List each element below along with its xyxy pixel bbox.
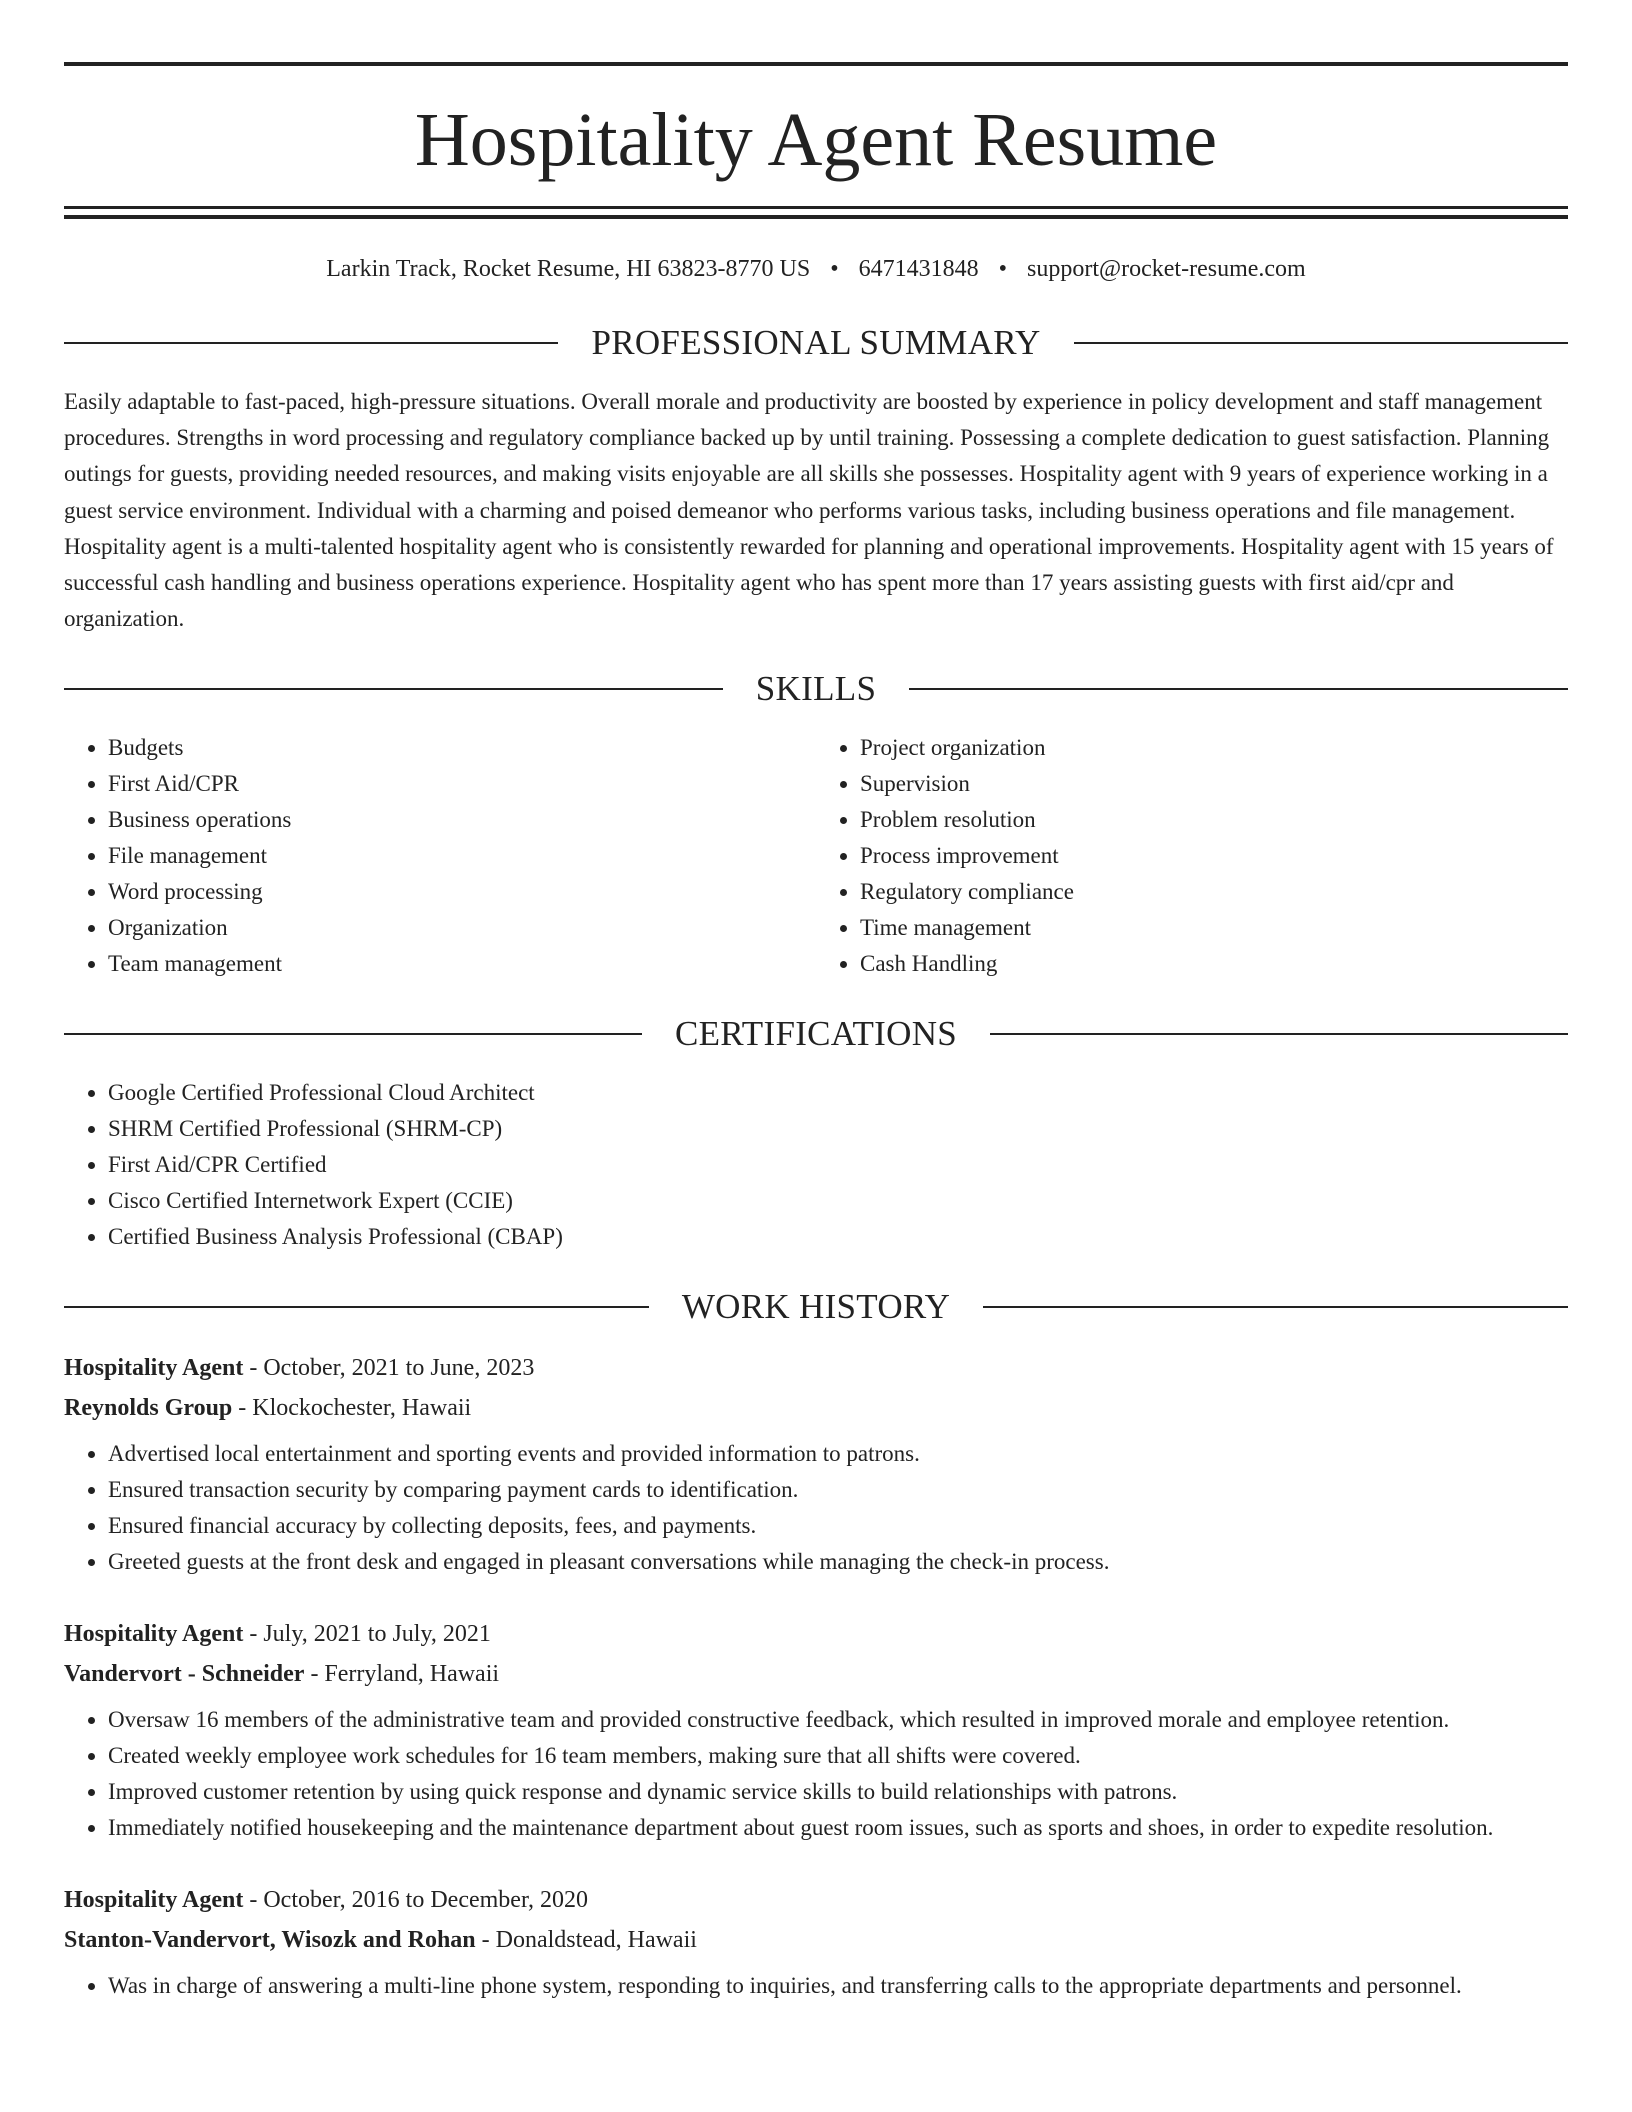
contact-line bbox=[64, 257, 1568, 281]
heading-rule-right bbox=[909, 688, 1568, 690]
job-location: - Donaldstead, Hawaii bbox=[475, 1927, 697, 1954]
top-rule bbox=[64, 62, 1568, 66]
heading-rule-left bbox=[64, 688, 723, 690]
heading-rule-right bbox=[983, 1306, 1568, 1308]
job-bullet: • Immediately notified housekeeping and the maintenance department about guest room issues, such as sports and shoes, in order to expedite resolution. bbox=[108, 1810, 1568, 1846]
title-rule-upper bbox=[64, 206, 1568, 209]
job-company: Vandervort - Schneider bbox=[64, 1661, 305, 1688]
section-heading-label: CERTIFICATIONS bbox=[674, 1014, 958, 1054]
job-title: Hospitality Agent bbox=[64, 1887, 244, 1914]
heading-rule-right bbox=[1074, 342, 1568, 344]
contact-separator: • bbox=[830, 256, 839, 282]
section-heading-certifications bbox=[64, 1014, 1568, 1054]
section-heading-label: PROFESSIONAL SUMMARY bbox=[591, 323, 1041, 362]
certifications-list bbox=[64, 1075, 1568, 1255]
skill-item: • Time management bbox=[860, 910, 1568, 946]
skill-item: • Project organization bbox=[860, 730, 1568, 766]
job-bullet: • Greeted guests at the front desk and engaged in pleasant conversations while managing the check-in process. bbox=[108, 1544, 1568, 1580]
contact-email: support@rocket-resume.com bbox=[1027, 256, 1306, 282]
job-bullet: • Created weekly employee work schedules for 16 team members, making sure that all shifts were covered. bbox=[108, 1738, 1568, 1774]
skill-item: • Business operations bbox=[108, 802, 816, 838]
certification-item: • First Aid/CPR Certified bbox=[108, 1147, 1568, 1183]
skill-item: • Team management bbox=[108, 946, 816, 982]
section-heading-work-history bbox=[64, 1287, 1568, 1327]
job-location: - Ferryland, Hawaii bbox=[304, 1661, 500, 1688]
section-heading-label: WORK HISTORY bbox=[681, 1287, 951, 1327]
skills-list-right bbox=[816, 730, 1568, 982]
section-heading-label: SKILLS bbox=[755, 669, 877, 709]
certification-item: • Cisco Certified Internetwork Expert (CCIE) bbox=[108, 1183, 1568, 1219]
job-title-line bbox=[64, 1348, 1568, 1388]
skill-item: • Cash Handling bbox=[860, 946, 1568, 982]
work-history-list bbox=[64, 1348, 1568, 2004]
skill-item: • First Aid/CPR bbox=[108, 766, 816, 802]
certification-item: • Google Certified Professional Cloud Architect bbox=[108, 1075, 1568, 1111]
resume-title: Hospitality Agent Resume bbox=[414, 98, 1218, 182]
section-heading-skills bbox=[64, 669, 1568, 709]
skill-item: • Process improvement bbox=[860, 838, 1568, 874]
job-dates: - July, 2021 to July, 2021 bbox=[243, 1621, 491, 1648]
contact-phone: 6471431848 bbox=[858, 256, 979, 282]
certification-item: • Certified Business Analysis Professional (CBAP) bbox=[108, 1219, 1568, 1255]
skills-columns bbox=[64, 730, 1568, 982]
skill-item: • Regulatory compliance bbox=[860, 874, 1568, 910]
heading-rule-right bbox=[990, 1033, 1568, 1035]
job-company: Reynolds Group bbox=[64, 1395, 233, 1422]
heading-rule-left bbox=[64, 1033, 642, 1035]
section-heading-summary bbox=[64, 325, 1568, 360]
job-company-line bbox=[64, 1920, 1568, 1960]
job-entry bbox=[64, 1880, 1568, 2004]
skill-item: • Supervision bbox=[860, 766, 1568, 802]
job-bullet: • Ensured transaction security by comparing payment cards to identification. bbox=[108, 1472, 1568, 1508]
job-bullet: • Advertised local entertainment and sporting events and provided information to patrons. bbox=[108, 1436, 1568, 1472]
job-bullets bbox=[64, 1436, 1568, 1580]
job-bullets bbox=[64, 1702, 1568, 1846]
skill-item: • File management bbox=[108, 838, 816, 874]
heading-rule-left bbox=[64, 1306, 649, 1308]
job-bullet: • Ensured financial accuracy by collecting deposits, fees, and payments. bbox=[108, 1508, 1568, 1544]
job-title-line bbox=[64, 1614, 1568, 1654]
job-title: Hospitality Agent bbox=[64, 1621, 244, 1648]
job-bullet: • Improved customer retention by using quick response and dynamic service skills to build relationships with patrons. bbox=[108, 1774, 1568, 1810]
contact-address: Larkin Track, Rocket Resume, HI 63823-8770 US bbox=[326, 256, 811, 282]
skill-item: • Word processing bbox=[108, 874, 816, 910]
job-location: - Klockochester, Hawaii bbox=[232, 1395, 472, 1422]
skills-list-left bbox=[64, 730, 816, 982]
job-company-line bbox=[64, 1654, 1568, 1694]
job-bullets bbox=[64, 1968, 1568, 2004]
summary-text: Easily adaptable to fast-paced, high-pressure situations. Overall morale and productivity are boosted by experience in policy development and staff management procedures. Strengths in word processing and regulatory compliance backed up by until training. Possessing a complete dedication to guest satisfaction. Planning outings for guests, providing needed resources, and making visits enjoyable are all skills she possesses. Hospitality agent with 9 years of experience working in a guest service environment. Individual with a charming and poised demeanor who performs various tasks, including business operations and file management. Hospitality agent is a multi-talented hospitality agent who is consistently rewarded for planning and operational improvements. Hospitality agent with 15 years of successful cash handling and business operations experience. Hospitality agent who has spent more than 17 years assisting guests with first aid/cpr and organization. bbox=[64, 389, 1554, 632]
heading-rule-left bbox=[64, 342, 558, 344]
job-title: Hospitality Agent bbox=[64, 1355, 244, 1382]
job-title-line bbox=[64, 1880, 1568, 1920]
job-bullet: • Was in charge of answering a multi-line phone system, responding to inquiries, and transferring calls to the appropriate departments and personnel. bbox=[108, 1968, 1568, 2004]
contact-separator: • bbox=[998, 256, 1008, 282]
skill-item: • Problem resolution bbox=[860, 802, 1568, 838]
job-company-line bbox=[64, 1388, 1568, 1428]
job-entry bbox=[64, 1348, 1568, 1580]
job-entry bbox=[64, 1614, 1568, 1846]
title-rule-lower bbox=[64, 215, 1568, 219]
job-company: Stanton-Vandervort, Wisozk and Rohan bbox=[64, 1927, 476, 1954]
skill-item: • Budgets bbox=[108, 730, 816, 766]
job-dates: - October, 2021 to June, 2023 bbox=[243, 1355, 535, 1382]
skill-item: • Organization bbox=[108, 910, 816, 946]
job-bullet: • Oversaw 16 members of the administrative team and provided constructive feedback, which resulted in improved morale and employee retention. bbox=[108, 1702, 1568, 1738]
job-dates: - October, 2016 to December, 2020 bbox=[243, 1887, 588, 1914]
certification-item: • SHRM Certified Professional (SHRM-CP) bbox=[108, 1111, 1568, 1147]
